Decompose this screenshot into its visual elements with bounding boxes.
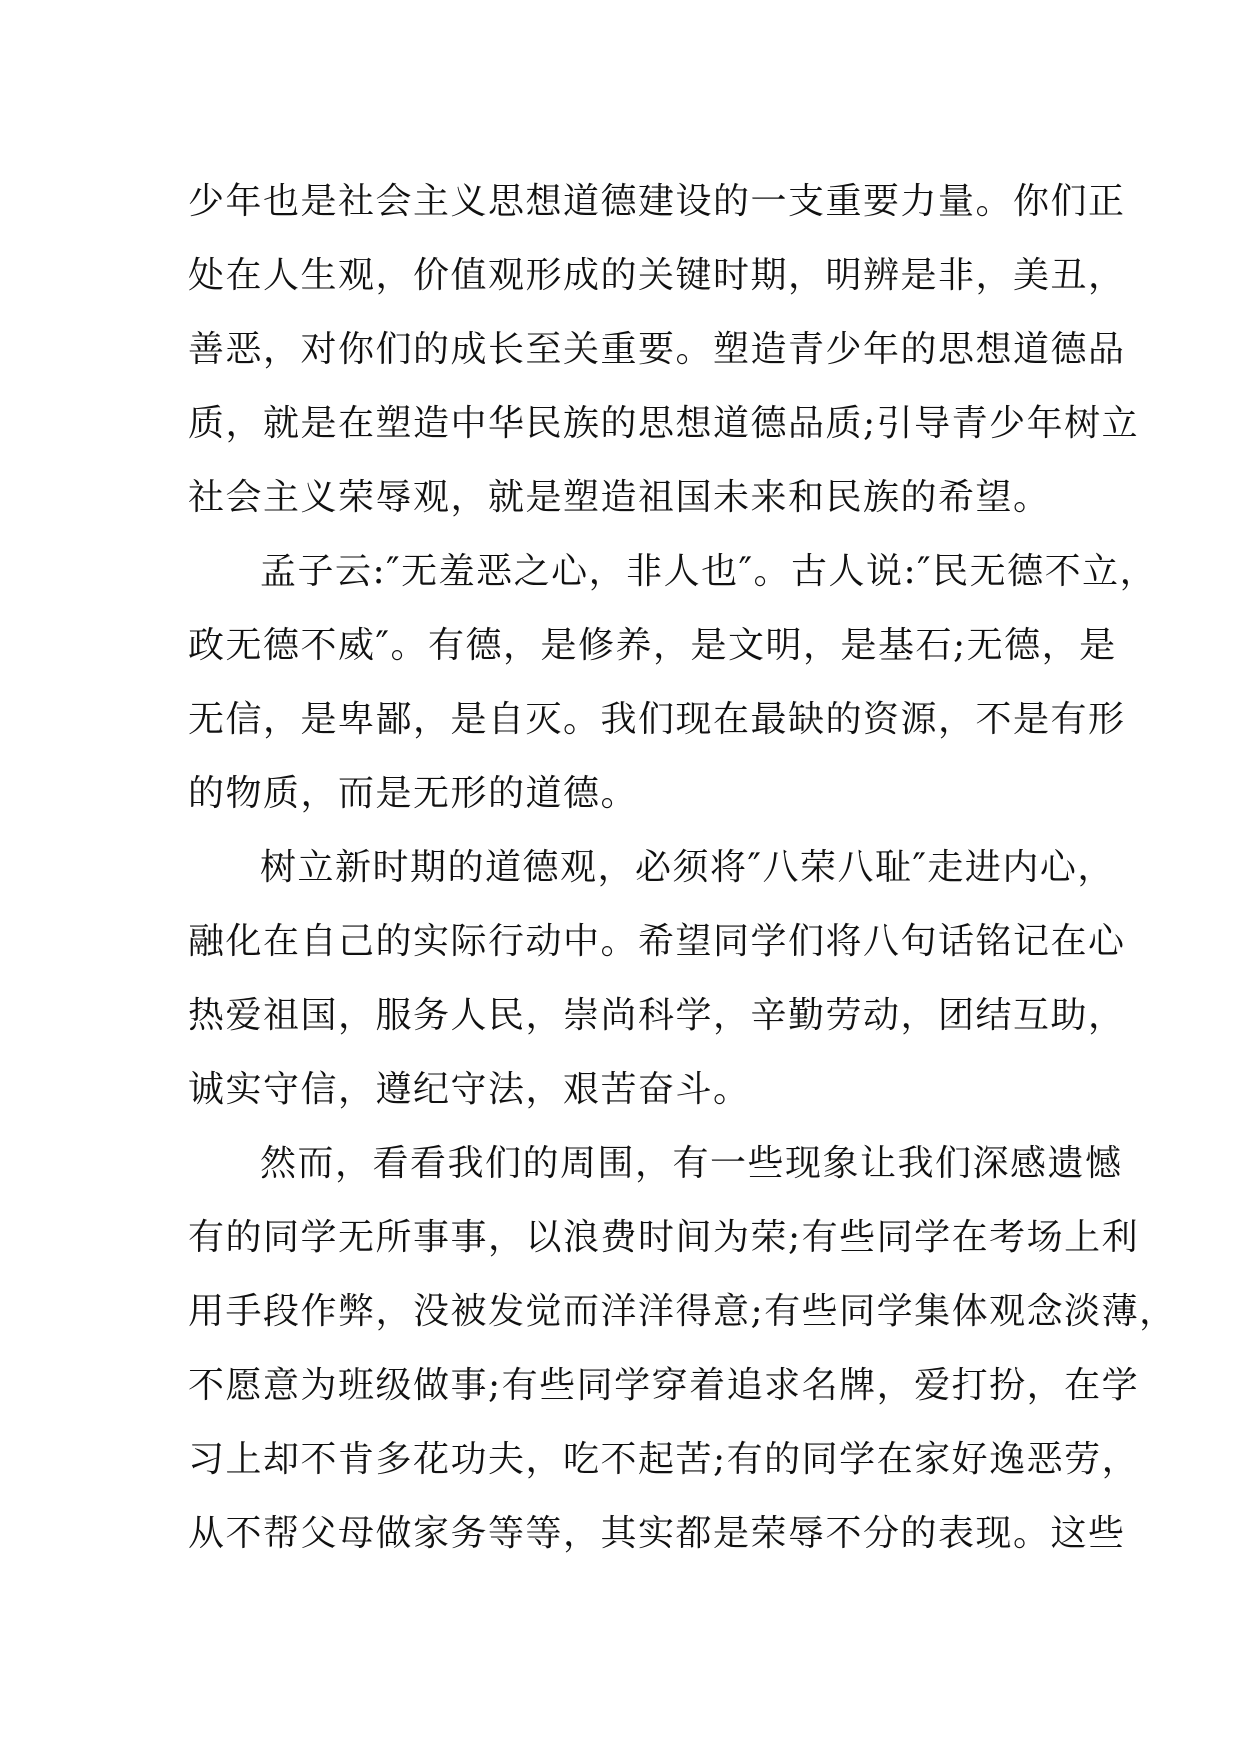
text-line: 有的同学无所事事，以浪费时间为荣;有些同学在考场上利 (188, 1217, 1140, 1258)
text-line: 用手段作弊，没被发觉而洋洋得意;有些同学集体观念淡薄， (188, 1291, 1177, 1332)
text-line: 政无德不威″。有德，是修养，是文明，是基石;无德，是 (188, 625, 1117, 666)
body-text (188, 165, 1177, 1571)
text-line: 无信，是卑鄙，是自灭。我们现在最缺的资源，不是有形 (188, 699, 1126, 740)
text-line: 的物质，而是无形的道德。 (188, 773, 639, 814)
paragraph-start-line: 然而，看看我们的周围，有一些现象让我们深感遗憾 (260, 1143, 1123, 1184)
text-line: 善恶，对你们的成长至关重要。塑造青少年的思想道德品 (188, 329, 1126, 370)
text-line: 从不帮父母做家务等等，其实都是荣辱不分的表现。这些 (188, 1513, 1126, 1554)
text-line: 质，就是在塑造中华民族的思想道德品质;引导青少年树立 (188, 403, 1140, 444)
text-line: 热爱祖国，服务人民，崇尚科学，辛勤劳动，团结互助， (188, 995, 1126, 1036)
text-line: 处在人生观，价值观形成的关键时期，明辨是非，美丑， (188, 255, 1126, 296)
text-line: 少年也是社会主义思想道德建设的一支重要力量。你们正 (188, 181, 1126, 222)
text-line: 融化在自己的实际行动中。希望同学们将八句话铭记在心 (188, 921, 1126, 962)
text-line: 社会主义荣辱观，就是塑造祖国未来和民族的希望。 (188, 477, 1051, 518)
text-line: 不愿意为班级做事;有些同学穿着追求名牌，爱打扮，在学 (188, 1365, 1140, 1406)
paragraph-start-line: 树立新时期的道德观，必须将″八荣八耻″走进内心， (260, 847, 1115, 888)
text-line: 诚实守信，遵纪守法，艰苦奋斗。 (188, 1069, 751, 1110)
paragraph-start-line: 孟子云:″无羞恶之心，非人也″。古人说:″民无德不立， (260, 551, 1158, 592)
text-line: 习上却不肯多花功夫，吃不起苦;有的同学在家好逸恶劳， (188, 1439, 1140, 1480)
